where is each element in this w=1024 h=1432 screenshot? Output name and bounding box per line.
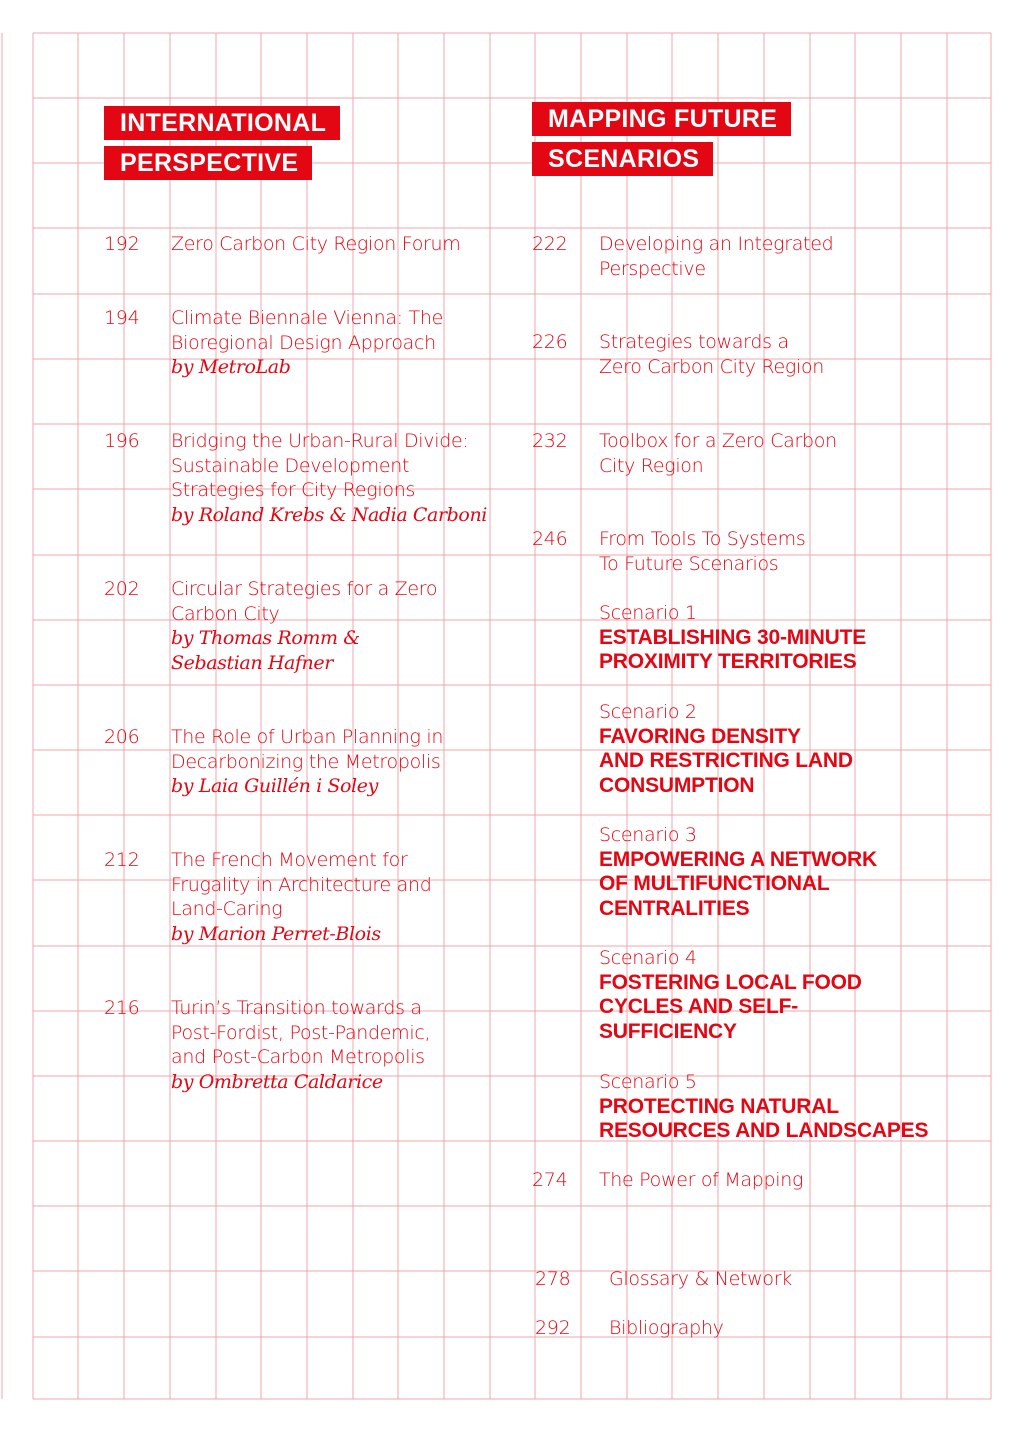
entry-title xyxy=(171,996,430,1094)
scenario-label: Scenario 1 xyxy=(599,602,697,624)
title-line: Decarbonizing the Metropolis xyxy=(171,750,441,773)
title-line: Bioregional Design Approach xyxy=(171,331,436,354)
entry-author: by Roland Krebs & Nadia Carboni xyxy=(171,503,487,526)
scenario-item[interactable] xyxy=(599,823,877,921)
title-line: Carbon City xyxy=(171,602,280,625)
scenario-title-line: EMPOWERING A NETWORK xyxy=(599,847,877,871)
section-heading-mapping-future-scenarios xyxy=(532,102,791,182)
entry-author: by MetroLab xyxy=(171,356,291,379)
entry-title xyxy=(171,848,432,946)
title-line: Circular Strategies for a Zero xyxy=(171,578,438,600)
entry-title xyxy=(599,429,837,478)
scenario-item[interactable] xyxy=(599,946,862,1044)
title-line: Strategies towards a xyxy=(599,331,789,353)
scenario-title-line: FAVORING DENSITY xyxy=(599,724,801,748)
title-line: Climate Biennale Vienna: The xyxy=(171,307,443,329)
title-line: Bridging the Urban-Rural Divide: xyxy=(171,430,469,452)
entry-author: by Marion Perret-Blois xyxy=(171,922,381,945)
title-line: Frugality in Architecture and xyxy=(171,873,432,896)
title-line: From Tools To Systems xyxy=(599,528,806,550)
section-heading-international-perspective xyxy=(104,106,340,186)
scenario-item[interactable] xyxy=(599,601,866,675)
entry-title xyxy=(171,725,443,799)
page-number: 196 xyxy=(104,430,140,452)
entry-title xyxy=(599,330,824,379)
scenario-title-line: SUFFICIENCY xyxy=(599,1019,737,1043)
scenario-title-line: OF MULTIFUNCTIONAL xyxy=(599,872,830,896)
entry-title xyxy=(171,429,487,527)
entry-title: Glossary & Network xyxy=(609,1268,792,1290)
title-line: The Role of Urban Planning in xyxy=(171,726,444,748)
scenario-label: Scenario 3 xyxy=(599,824,697,846)
entry-author: Sebastian Hafner xyxy=(171,651,333,674)
scenario-label: Scenario 2 xyxy=(599,701,697,723)
title-line: To Future Scenarios xyxy=(599,552,779,575)
page-number: 278 xyxy=(535,1268,571,1290)
scenario-item[interactable] xyxy=(599,1070,928,1144)
title-line: The French Movement for xyxy=(171,849,408,871)
entry-title xyxy=(599,527,805,576)
scenario-title-line: FOSTERING LOCAL FOOD xyxy=(599,970,862,994)
page-number: 246 xyxy=(532,528,568,550)
scenario-title-line: CONSUMPTION xyxy=(599,773,755,797)
scenario-title-line: CYCLES AND SELF- xyxy=(599,995,799,1019)
heading-line: SCENARIOS xyxy=(532,142,713,176)
scenario-title-line: ESTABLISHING 30-MINUTE xyxy=(599,625,867,649)
entry-title xyxy=(171,232,461,257)
title-line: Zero Carbon City Region xyxy=(599,355,825,378)
scenario-label: Scenario 4 xyxy=(599,947,697,969)
page-number: 222 xyxy=(532,233,568,255)
page-number: 202 xyxy=(104,578,140,600)
page-number: 226 xyxy=(532,331,568,353)
title-line: Toolbox for a Zero Carbon xyxy=(599,430,837,452)
entry-title xyxy=(171,306,443,380)
scenario-title-line: PROXIMITY TERRITORIES xyxy=(599,650,857,674)
heading-line: MAPPING FUTURE xyxy=(532,102,791,136)
title-line: Turin’s Transition towards a xyxy=(171,997,422,1019)
entry-author: by Laia Guillén i Soley xyxy=(171,775,378,798)
entry-title: Bibliography xyxy=(609,1317,724,1339)
scenario-title-line: PROTECTING NATURAL xyxy=(599,1094,839,1118)
page-number: 216 xyxy=(104,997,140,1019)
title-line: Sustainable Development xyxy=(171,454,410,477)
title-line: and Post-Carbon Metropolis xyxy=(171,1046,425,1069)
page-number: 232 xyxy=(532,430,568,452)
title-line: Land-Caring xyxy=(171,898,283,921)
entry-title xyxy=(171,577,437,675)
heading-line: INTERNATIONAL xyxy=(104,106,340,140)
scenario-item[interactable] xyxy=(599,700,853,798)
page-number: 194 xyxy=(104,307,140,329)
entry-author: by Ombretta Caldarice xyxy=(171,1070,383,1093)
page-number: 292 xyxy=(535,1317,571,1339)
page-number: 212 xyxy=(104,849,140,871)
entry-title xyxy=(599,232,833,281)
page-number: 192 xyxy=(104,233,140,255)
entry-title: The Power of Mapping xyxy=(599,1169,804,1191)
title-line: Strategies for City Regions xyxy=(171,479,416,502)
page-number: 274 xyxy=(532,1169,568,1191)
page-number: 206 xyxy=(104,726,140,748)
scenario-title-line: AND RESTRICTING LAND xyxy=(599,749,853,773)
title-line: City Region xyxy=(599,454,704,477)
title-line: Developing an Integrated xyxy=(599,233,834,255)
scenario-label: Scenario 5 xyxy=(599,1071,697,1093)
scenario-title-line: CENTRALITIES xyxy=(599,896,750,920)
heading-line: PERSPECTIVE xyxy=(104,146,312,180)
entry-author: by Thomas Romm & xyxy=(171,627,360,650)
title-line: Zero Carbon City Region Forum xyxy=(171,233,461,255)
title-line: Post-Fordist, Post-Pandemic, xyxy=(171,1021,431,1044)
title-line: Perspective xyxy=(599,257,706,280)
scenario-title-line: RESOURCES AND LANDSCAPES xyxy=(599,1119,929,1143)
